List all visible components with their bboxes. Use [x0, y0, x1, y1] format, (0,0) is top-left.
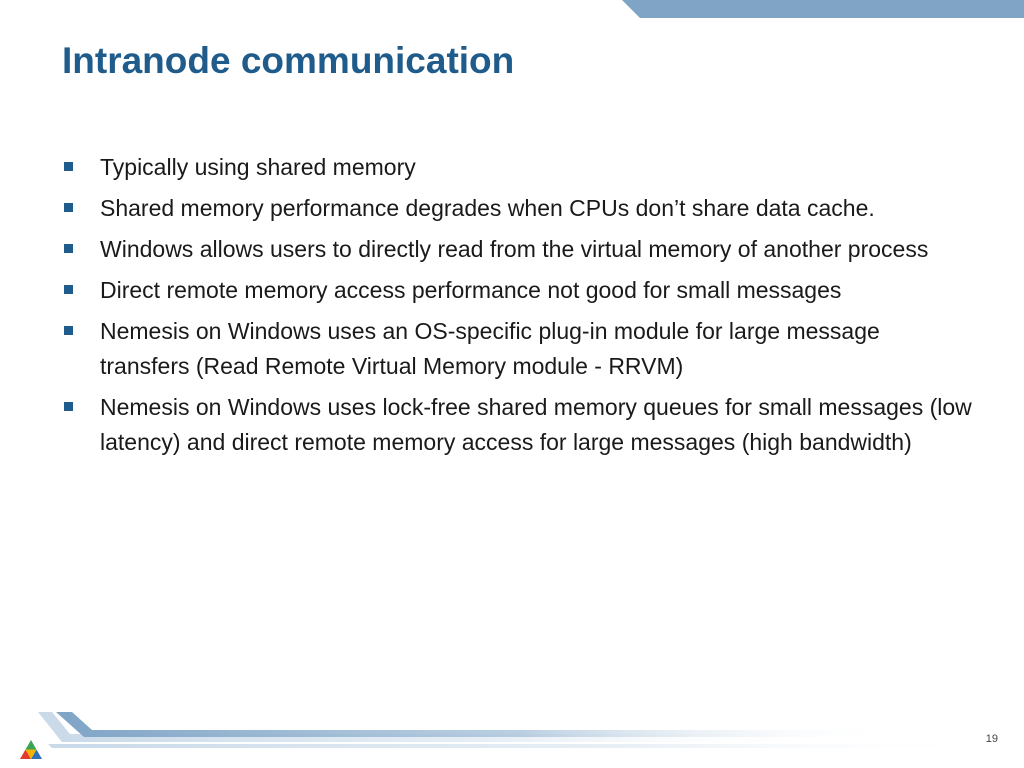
page-number: 19 — [985, 733, 998, 745]
bullet-item — [62, 232, 972, 267]
bullet-text: Windows allows users to directly read from the virtual memory of another process — [100, 236, 929, 262]
bullet-item — [62, 191, 972, 226]
slide-title: Intranode communication — [62, 40, 515, 81]
bullet-item — [62, 314, 972, 384]
square-bullet-icon — [64, 285, 73, 294]
bullet-item — [62, 390, 972, 460]
argonne-triangle-logo-icon — [18, 738, 44, 762]
bullet-text: Nemesis on Windows uses an OS-specific plug-in module for large message transfers (Read Remote Virtual Memory module - RRVM) — [100, 318, 880, 379]
square-bullet-icon — [64, 203, 73, 212]
square-bullet-icon — [64, 244, 73, 253]
top-accent-band — [0, 0, 1024, 18]
square-bullet-icon — [64, 326, 73, 335]
square-bullet-icon — [64, 402, 73, 411]
square-bullet-icon — [64, 162, 73, 171]
bullet-list — [62, 150, 972, 466]
bullet-text: Typically using shared memory — [100, 154, 416, 180]
bottom-accent-band — [0, 712, 1024, 768]
bullet-text: Direct remote memory access performance not good for small messages — [100, 277, 842, 303]
bullet-item — [62, 273, 972, 308]
bullet-text: Shared memory performance degrades when CPUs don’t share data cache. — [100, 195, 875, 221]
bullet-item — [62, 150, 972, 185]
bullet-text: Nemesis on Windows uses lock-free shared memory queues for small messages (low latency) and direct remote memory access for large messages (high bandwidth) — [100, 394, 972, 455]
